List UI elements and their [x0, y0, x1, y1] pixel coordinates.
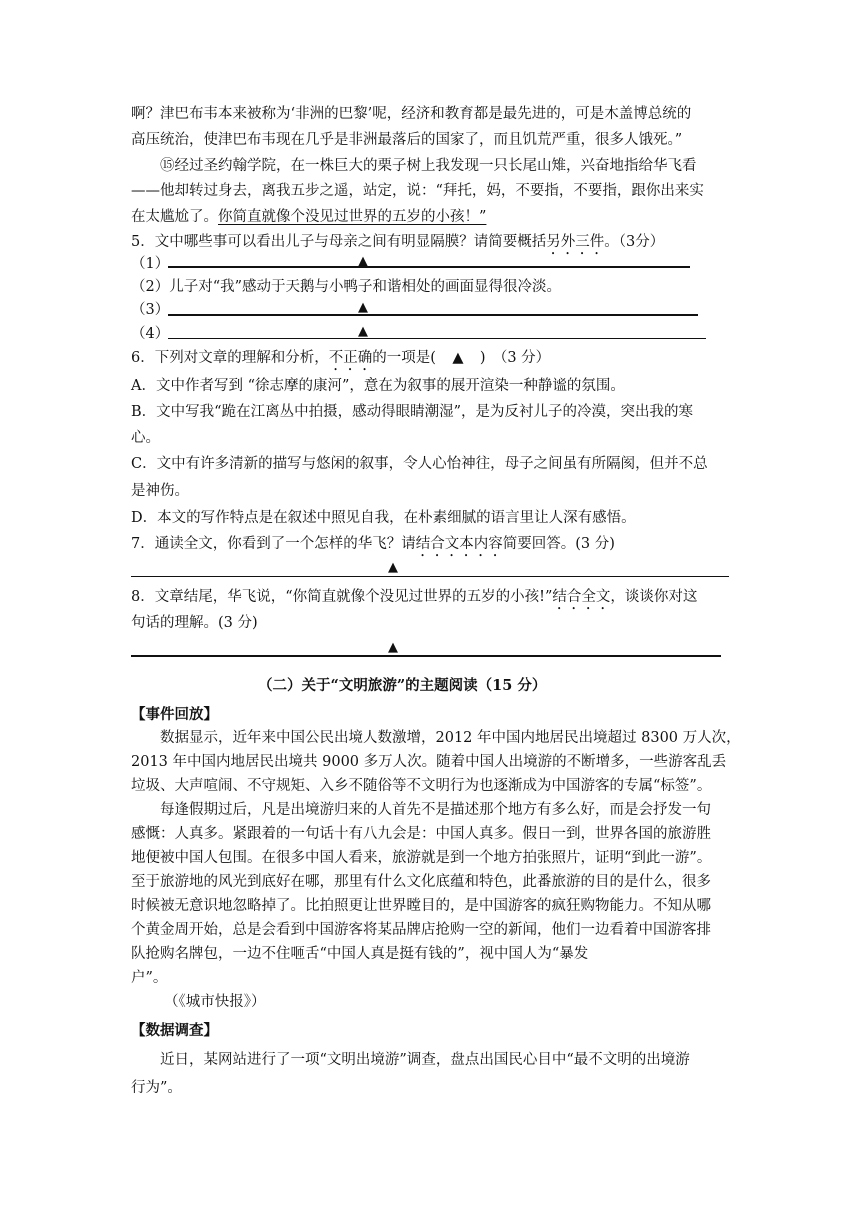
paragraph-15-text: 在太尴尬了。: [131, 209, 218, 225]
answer-blank-marker: ▲: [358, 324, 368, 339]
paragraph-line: 2013 年中国内地居民出境共 9000 多万人次。随着中国人出境游的不断增多，一些游客乱丢: [131, 754, 727, 770]
question-8-text: 8．文章结尾，华飞说，“你简直就像个没见过世界的五岁的小孩!”: [131, 589, 553, 605]
answer-line-8[interactable]: [131, 655, 721, 657]
answer-blank-marker: ▲: [388, 560, 398, 575]
option-b: 心。: [131, 430, 160, 446]
answer-line-7[interactable]: [131, 576, 729, 577]
paragraph-line: 户”。: [131, 970, 168, 986]
paragraph-line: 地便被中国人包围。在很多中国人看来，旅游就是到一个地方拍张照片，证明“到此一游”。: [131, 850, 712, 866]
underlined-quote: 你简直就像个没见过世界的五岁的小孩！”: [218, 209, 487, 225]
paragraph-line: 每逢假期过后，凡是出境游归来的人首先不是描述那个地方有多么好，而是会抒发一句: [160, 802, 711, 818]
emphasized-text: 另外三件: [546, 234, 605, 250]
option-c: C．文中有许多清新的描写与悠闲的叙事，令人心怡神往，母子之间虽有所隔阂，但并不总: [131, 456, 708, 472]
answer-line-1[interactable]: [168, 266, 690, 268]
question-8-stem: 句话的理解。(3 分): [131, 615, 258, 631]
source-citation: （《城市快报》）: [164, 994, 266, 1010]
option-a: A．文中作者写到 “徐志摩的康河”，意在为叙事的展开渲染一种静谧的氛围。: [131, 378, 625, 394]
paragraph-15-line: ——他却转过身去，离我五步之遥，站定，说：“拜托，妈，不要指，不要指，跟你出来实: [131, 183, 704, 199]
question-7-text: 7．通读全文，你看到了一个怎样的华飞？请: [131, 536, 416, 552]
question-6-text: 6．下列对文章的理解和分析，: [131, 350, 329, 366]
passage-line: 高压统治，使津巴布韦现在几乎是非洲最落后的国家了，而且饥荒严重，很多人饿死。”: [131, 132, 683, 148]
question-7-stem: [131, 534, 615, 560]
question-8-text: ，谈谈你对这: [610, 589, 698, 605]
emphasized-text: 结合文本内容: [415, 536, 503, 552]
paragraph-15-line: ⑮经过圣约翰学院，在一株巨大的栗子树上我发现一只长尾山雉，兴奋地指给华飞看: [160, 158, 697, 174]
option-d: D．本文的写作特点是在叙述中照见自我，在朴素细腻的语言里让人深有感悟。: [131, 510, 636, 526]
passage-line: 啊？津巴布韦本来被称为‘非洲的巴黎’呢，经济和教育都是最先进的，可是木盖博总统的: [131, 106, 692, 122]
answer-line-4[interactable]: [168, 338, 706, 339]
paragraph-line: 近日，某网站进行了一项“文明出境游”调查，盘点出国民心目中“最不文明的出境游: [160, 1052, 690, 1068]
answer-label-3: （3）: [131, 302, 170, 318]
answer-line-3[interactable]: [168, 314, 698, 316]
option-b: B．文中写我“跪在江离丛中拍摄，感动得眼睛潮湿”，是为反衬儿子的冷漠，突出我的寒: [131, 404, 693, 420]
question-5-score: 。（3分）: [604, 234, 665, 250]
question-8-stem: [131, 587, 697, 613]
paragraph-line: 个黄金周开始，总是会看到中国游客将某品牌店抢购一空的新闻，他们一边看着中国游客排: [131, 922, 711, 938]
emphasized-text: 结合全文: [552, 589, 611, 605]
answer-item-2: （2）儿子对“我”感动于天鹅与小鸭子和谐相处的画面显得很冷淡。: [131, 279, 562, 295]
section-heading-survey: 【数据调查】: [131, 1022, 218, 1039]
emphasized-text: 不正确: [328, 350, 373, 366]
paragraph-line: 数据显示，近年来中国公民出境人数激增，2012 年中国内地居民出境超过 8300 万人次，: [160, 730, 741, 746]
question-6-score: ) （3 分）: [479, 350, 551, 366]
section-heading-events: 【事件回放】: [131, 706, 218, 723]
paragraph-line: 时候被无意识地忽略掉了。比拍照更让世界瞠目的，是中国游客的疯狂购物能力。不知从哪: [131, 898, 711, 914]
answer-blank-marker: ▲: [358, 300, 368, 315]
paragraph-line: 至于旅游地的风光到底好在哪，那里有什么文化底蕴和特色，此番旅游的目的是什么，很多: [131, 874, 711, 890]
question-5-stem: [131, 232, 664, 258]
answer-blank-marker: ▲: [358, 254, 368, 269]
option-c: 是神伤。: [131, 483, 189, 499]
answer-blank-marker: ▲: [452, 350, 464, 366]
answer-label-1: （1）: [131, 256, 170, 272]
paragraph-15-line: [131, 207, 486, 227]
paragraph-line: 行为”。: [131, 1080, 182, 1096]
question-5-text: 5．文中哪些事可以看出儿子与母亲之间有明显隔膜？请简要概括: [131, 234, 547, 250]
answer-blank-marker: ▲: [388, 640, 398, 655]
paragraph-line: 垃圾、大声喧闹、不守规矩、入乡不随俗等不文明行为也逐渐成为中国游客的专属“标签”。: [131, 778, 712, 794]
question-6-text: 的一项是(: [372, 350, 436, 366]
paragraph-line: 队抢购名牌包，一边不住咂舌“中国人真是挺有钱的”，视中国人为“暴发: [131, 946, 589, 962]
paragraph-line: 感慨：人真多。紧跟着的一句话十有八九会是：中国人真多。假日一到，世界各国的旅游胜: [131, 826, 711, 842]
section-title: （二）关于“文明旅游”的主题阅读（15 分）: [258, 677, 547, 694]
question-6-stem: [131, 348, 550, 374]
answer-label-4: （4）: [131, 326, 170, 342]
question-7-score: 简要回答。(3 分): [502, 536, 615, 552]
